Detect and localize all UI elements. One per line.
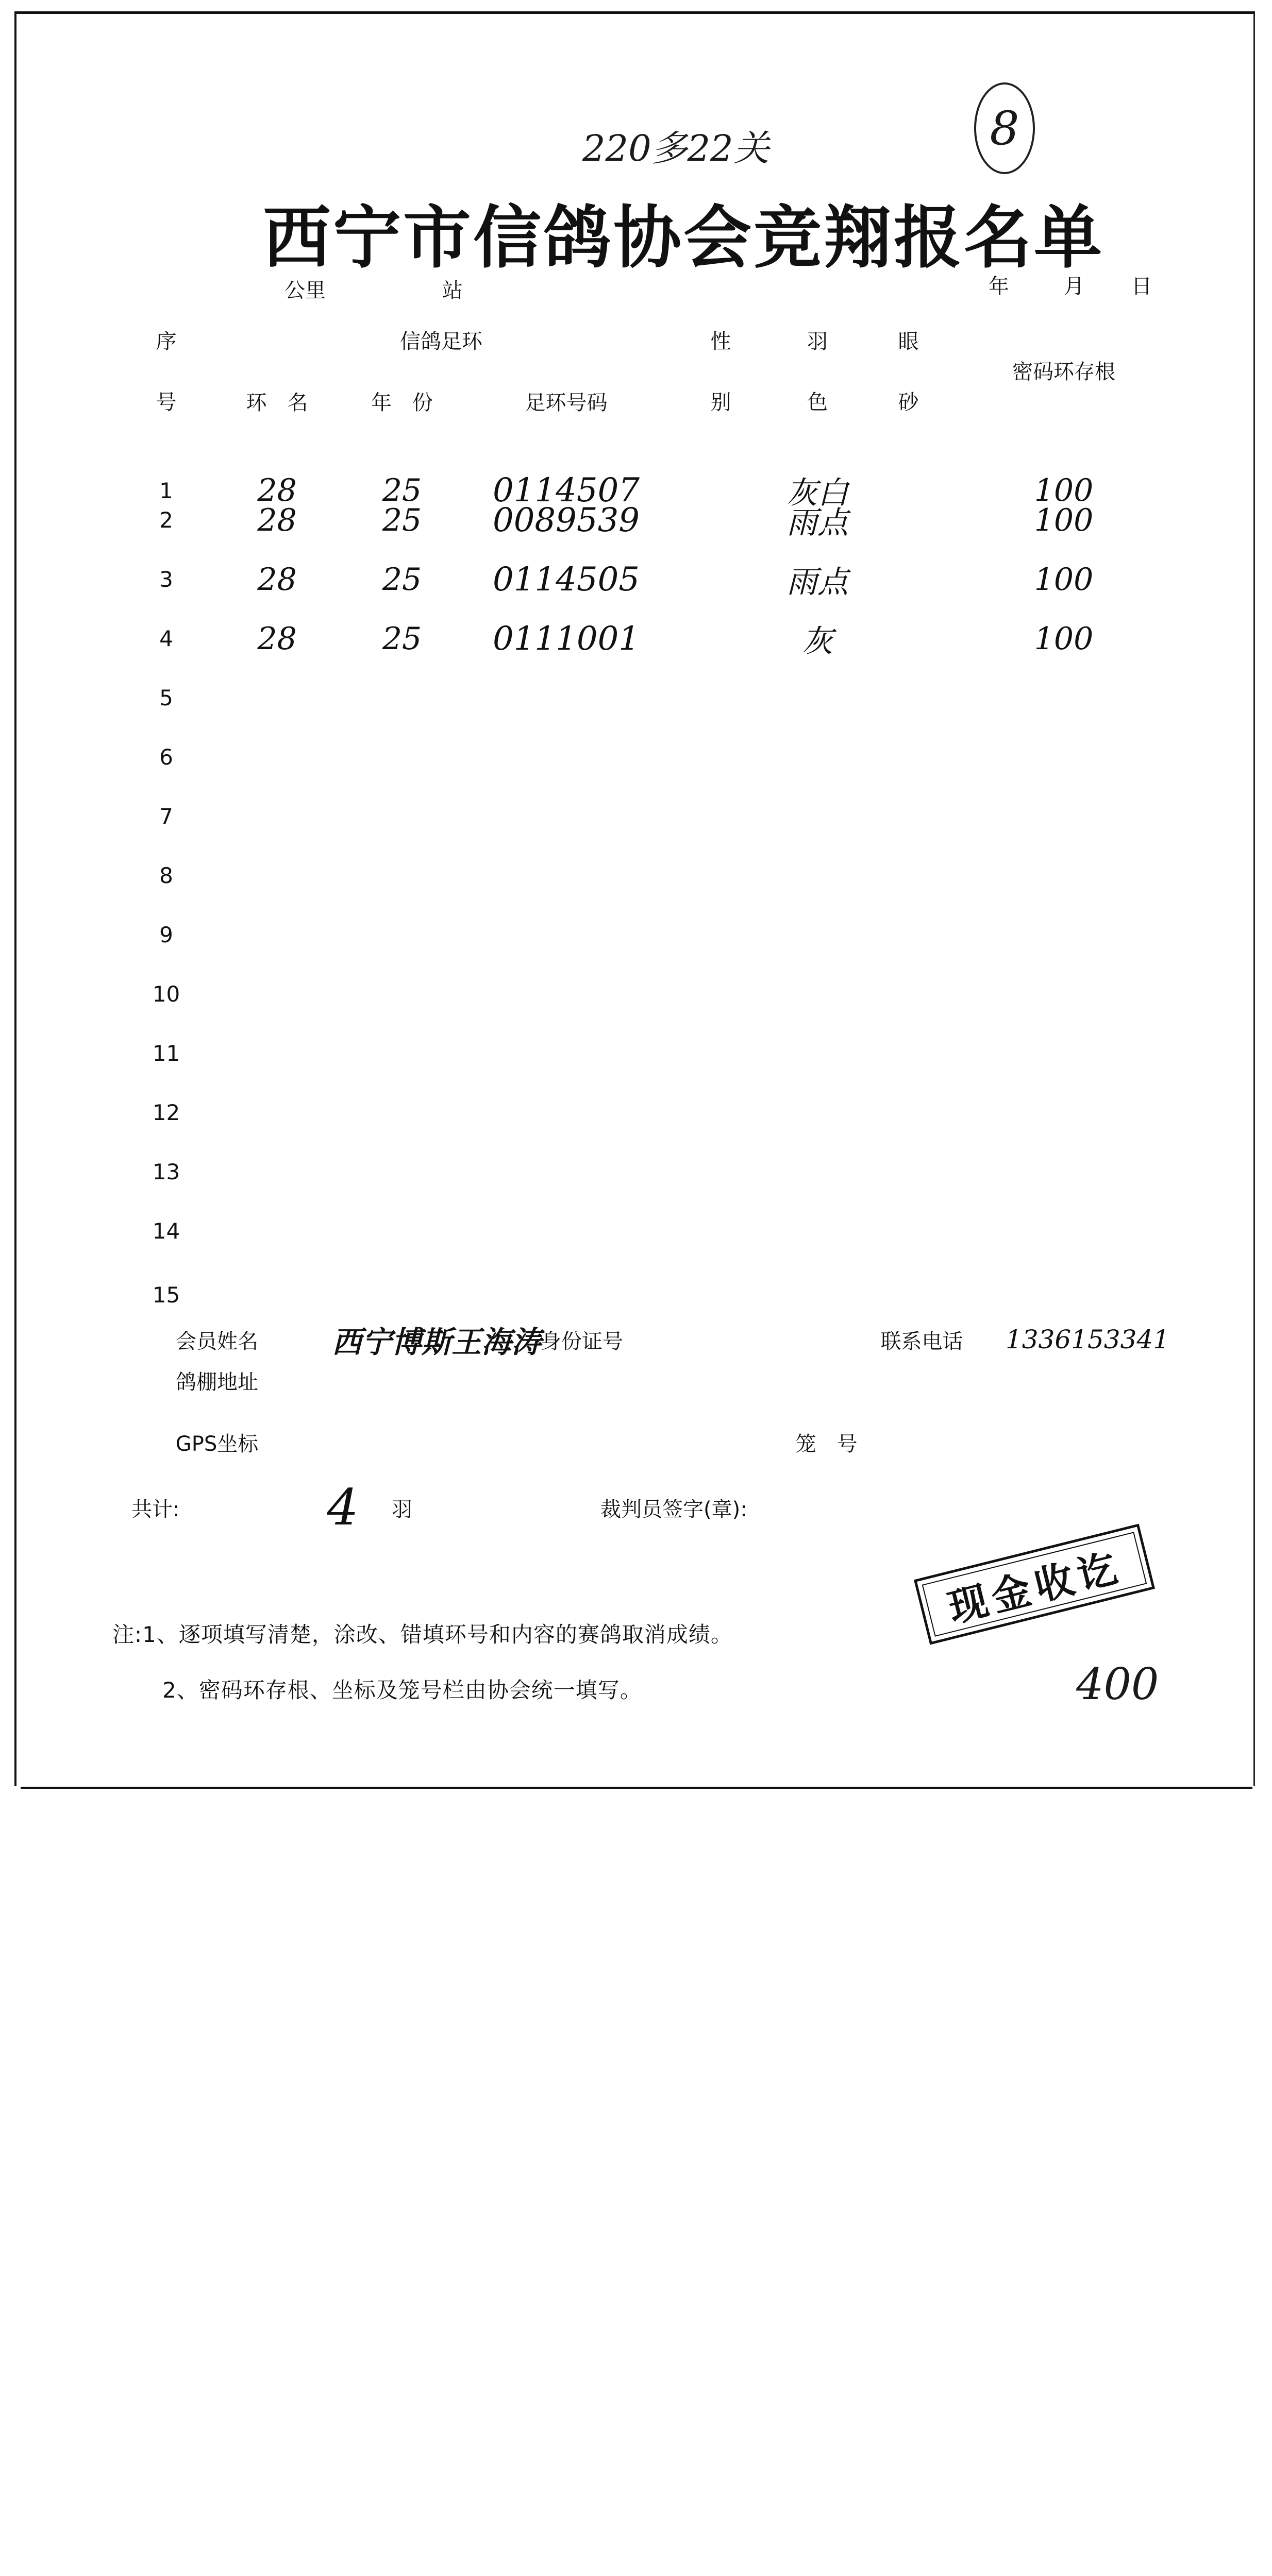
row-eye (862, 905, 955, 964)
header-eye-top: 眼 (898, 329, 919, 353)
header-seq-bottom: 号 (156, 390, 177, 414)
row-seq: 11 (152, 1041, 180, 1066)
row-eye (862, 668, 955, 727)
row-ring-name: 28 (257, 502, 297, 538)
row-ring-name (214, 1142, 340, 1201)
date-day-label: 日 (1131, 275, 1152, 298)
header-sex-top: 性 (710, 329, 731, 353)
row-sex (668, 1083, 773, 1142)
row-stub: 100 (1034, 620, 1094, 657)
row-sex (668, 787, 773, 846)
member-loft-value (315, 1350, 1173, 1411)
row-seq: 3 (159, 567, 173, 592)
row-year (340, 964, 464, 1024)
row-color (773, 727, 862, 787)
row-color (773, 1024, 862, 1083)
row-stub (955, 1024, 1173, 1083)
document-title: 西宁市信鸽协会竞翔报名单 (263, 198, 1104, 278)
row-eye (862, 787, 955, 846)
member-phone-label: 联系电话 (880, 1329, 963, 1353)
row-sex (668, 905, 773, 964)
row-ring-number (464, 964, 668, 1024)
row-seq: 7 (159, 804, 173, 829)
total-unit: 羽 (392, 1497, 412, 1521)
header-seq-top: 序 (156, 329, 177, 353)
row-ring-name (214, 1261, 340, 1329)
row-stub: 100 (1034, 502, 1094, 538)
row-ring-name (214, 668, 340, 727)
row-year (340, 1201, 464, 1261)
row-stub (955, 727, 1173, 787)
row-stub (955, 668, 1173, 727)
row-eye (862, 1201, 955, 1261)
row-color: 灰 (802, 623, 833, 659)
row-color (773, 787, 862, 846)
row-eye (862, 550, 955, 609)
km-label: 公里 (284, 279, 326, 302)
row-color (773, 1201, 862, 1261)
row-ring-number: 0089539 (492, 501, 640, 539)
row-year (340, 905, 464, 964)
row-eye (862, 727, 955, 787)
row-eye (862, 1083, 955, 1142)
referee-label: 裁判员签字(章): (600, 1497, 747, 1521)
row-color (773, 846, 862, 905)
date-year-label: 年 (989, 275, 1009, 298)
row-sex (668, 846, 773, 905)
row-ring-name: 28 (257, 620, 297, 657)
row-ring-number (464, 1142, 668, 1201)
table-top-border (0, 0, 1054, 3)
member-phone-value: 1336153341 (1005, 1325, 1170, 1354)
row-seq: 10 (152, 981, 180, 1007)
member-name-value: 西宁博斯王海涛 (331, 1325, 541, 1360)
row-ring-name (214, 1083, 340, 1142)
row-year: 25 (382, 620, 422, 657)
row-seq: 9 (159, 922, 173, 947)
header-ring-group: 信鸽足环 (400, 329, 482, 353)
row-year (340, 668, 464, 727)
row-ring-name (214, 1201, 340, 1261)
member-gps-value (315, 1411, 781, 1473)
row-stub (955, 787, 1173, 846)
row-stub (955, 846, 1173, 905)
row-eye (862, 1142, 955, 1201)
row-year (340, 787, 464, 846)
row-year (340, 1142, 464, 1201)
row-eye (862, 964, 955, 1024)
row-year: 25 (382, 561, 422, 598)
row-year (340, 846, 464, 905)
stamp-text: 现金收讫 (943, 1544, 1127, 1631)
row-seq: 14 (152, 1218, 180, 1244)
row-seq: 6 (159, 744, 173, 770)
row-stub (955, 1142, 1173, 1201)
row-seq: 4 (159, 626, 173, 651)
row-eye (862, 846, 955, 905)
page-frame-bottom (21, 1787, 1252, 1789)
row-stub (955, 905, 1173, 964)
header-ring-name: 环 名 (246, 391, 308, 415)
row-stub (955, 1083, 1173, 1142)
row-seq: 5 (159, 685, 173, 710)
corner-mark-text: 8 (990, 101, 1019, 156)
total-value: 4 (327, 1479, 359, 1536)
row-color (773, 668, 862, 727)
row-sex (668, 550, 773, 609)
member-name-label: 会员姓名 (176, 1329, 258, 1353)
row-color: 雨点 (786, 504, 848, 541)
member-cage-value (872, 1411, 1173, 1473)
row-seq: 15 (152, 1282, 180, 1308)
row-color (773, 964, 862, 1024)
member-id-label: 身份证号 (541, 1329, 623, 1353)
row-stub (955, 1261, 1173, 1329)
row-color: 雨点 (786, 564, 848, 600)
row-sex (668, 964, 773, 1024)
header-eye-bottom: 砂 (898, 390, 919, 414)
row-seq: 8 (159, 863, 173, 888)
row-sex (668, 1201, 773, 1261)
row-ring-number (464, 905, 668, 964)
row-ring-number: 0114505 (492, 560, 640, 599)
row-seq: 13 (152, 1159, 180, 1184)
row-ring-number: 0111001 (492, 619, 640, 658)
row-ring-name (214, 846, 340, 905)
amount-annotation: 400 (1076, 1659, 1159, 1709)
row-color (773, 1261, 862, 1329)
row-year: 25 (382, 502, 422, 538)
note-2: 2、密码环存根、坐标及笼号栏由协会统一填写。 (162, 1677, 642, 1703)
row-ring-name (214, 727, 340, 787)
row-stub (955, 964, 1173, 1024)
table-right-border (0, 1238, 3, 2473)
row-sex (668, 727, 773, 787)
row-eye (862, 1024, 955, 1083)
row-year (340, 1083, 464, 1142)
row-ring-number (464, 1083, 668, 1142)
member-cage-label: 笼 号 (795, 1432, 858, 1456)
row-color (773, 1142, 862, 1201)
row-eye (862, 609, 955, 668)
row-ring-number (464, 846, 668, 905)
row-seq: 2 (159, 507, 173, 533)
header-color-top: 羽 (807, 329, 828, 353)
row-ring-number (464, 787, 668, 846)
row-sex (668, 668, 773, 727)
note-1: 注:1、逐项填写清楚，涂改、错填环号和内容的赛鸽取消成绩。 (112, 1622, 733, 1647)
row-sex (668, 490, 773, 550)
member-gps-label: GPS坐标 (175, 1432, 259, 1456)
header-color-bottom: 色 (807, 390, 828, 414)
col-line (0, 2504, 2, 2576)
row-color (773, 1083, 862, 1142)
member-loft-label: 鸽棚地址 (176, 1370, 258, 1394)
member-id-value (648, 1329, 841, 1350)
table-left-border (0, 3, 3, 1238)
header-ring-number: 足环号码 (525, 391, 608, 415)
row-sex (668, 1261, 773, 1329)
row-sex (668, 1024, 773, 1083)
row-year (340, 1024, 464, 1083)
row-ring-name (214, 964, 340, 1024)
row-ring-number (464, 727, 668, 787)
row-ring-number (464, 668, 668, 727)
header-sex-bottom: 别 (710, 390, 731, 414)
station-label: 站 (442, 279, 463, 302)
row-ring-name (214, 787, 340, 846)
row-stub: 100 (1034, 561, 1094, 598)
row-ring-number (464, 1024, 668, 1083)
row-line (0, 2502, 1054, 2504)
header-year: 年 份 (371, 391, 433, 415)
row-eye (862, 1261, 955, 1329)
total-label: 共计: (131, 1497, 180, 1521)
row-sex (668, 609, 773, 668)
row-year (340, 727, 464, 787)
row-sex (668, 1142, 773, 1201)
row-stub (955, 1201, 1173, 1261)
corner-mark (974, 82, 1035, 174)
row-ring-number (464, 1201, 668, 1261)
top-annotation: 220多22关 (582, 127, 769, 170)
row-ring-name (214, 1024, 340, 1083)
header-stub: 密码环存根 (1012, 360, 1115, 384)
row-eye (862, 490, 955, 550)
date-month-label: 月 (1064, 275, 1084, 298)
row-color (773, 905, 862, 964)
row-ring-name: 28 (257, 561, 297, 598)
row-seq: 12 (152, 1100, 180, 1125)
row-ring-name (214, 905, 340, 964)
